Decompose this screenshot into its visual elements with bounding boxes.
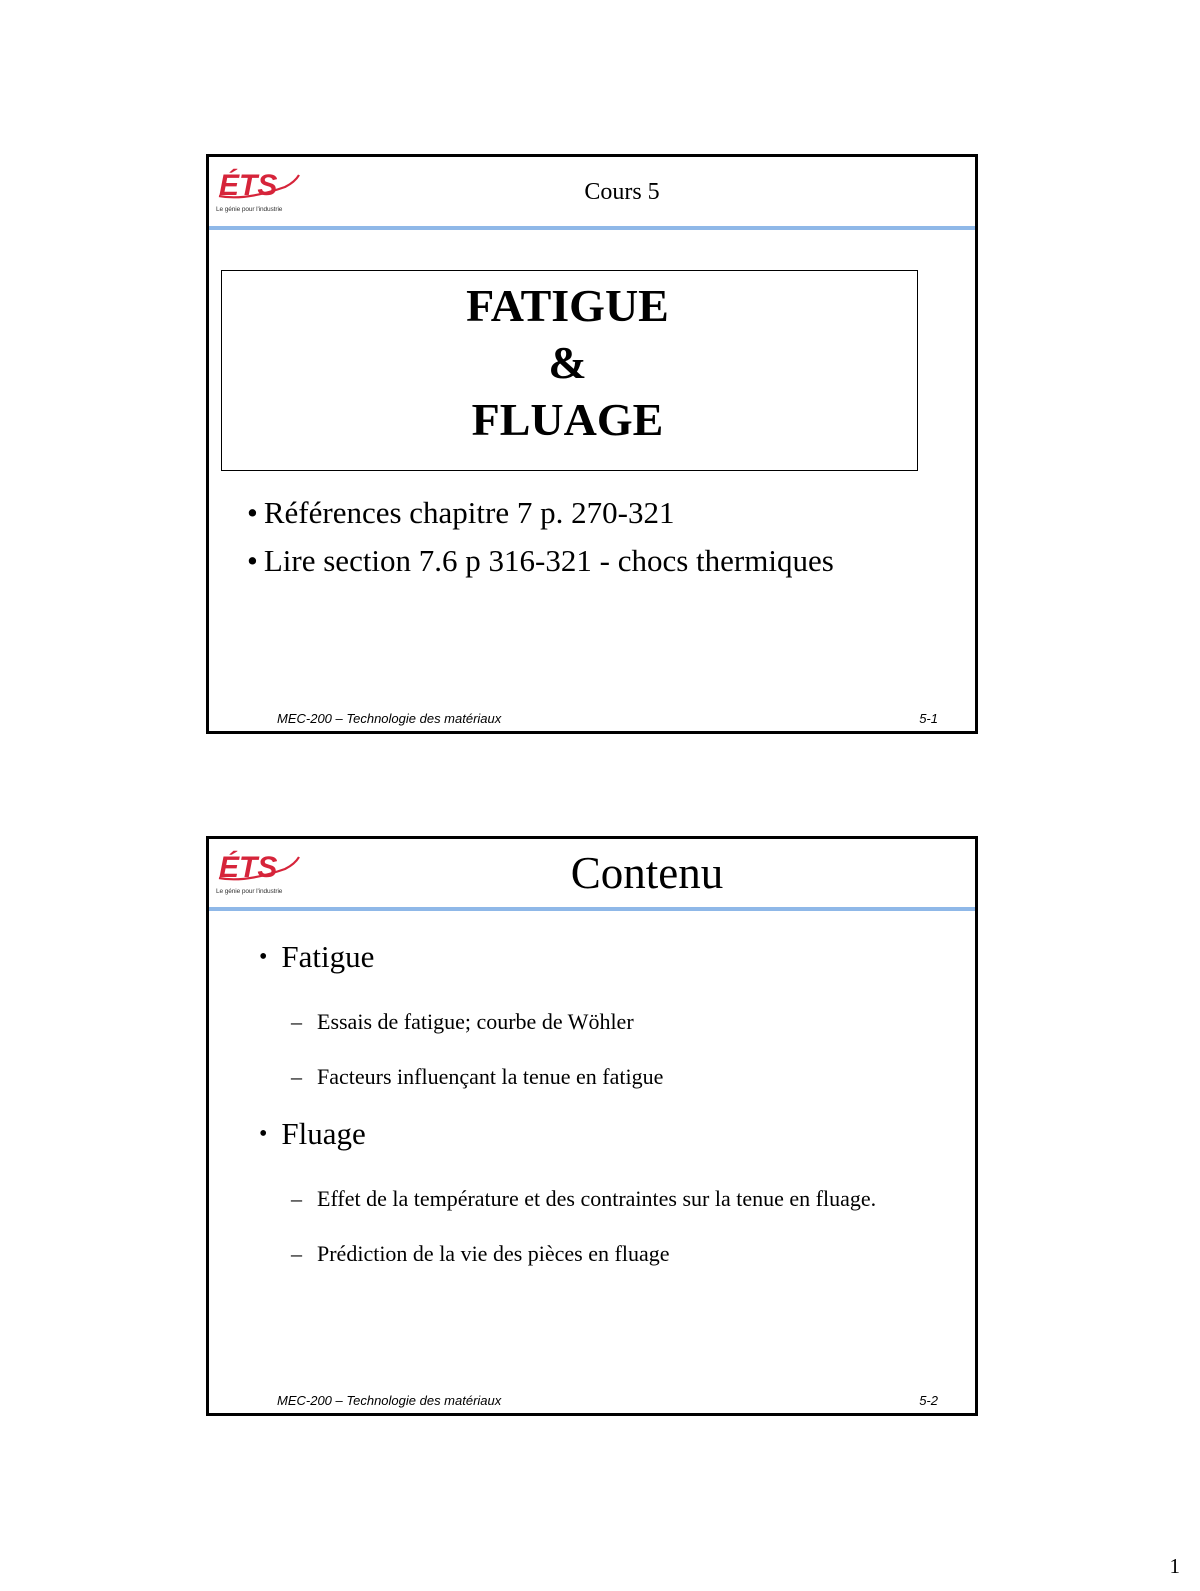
slide-title: Contenu — [570, 848, 724, 898]
list-item — [247, 489, 834, 537]
list-item-text: Essais de fatigue; courbe de Wöhler — [317, 1009, 634, 1034]
list-item-text: Facteurs influençant la tenue en fatigue — [317, 1064, 664, 1089]
title-box — [221, 270, 918, 471]
list-item — [247, 537, 834, 585]
bullet: • — [259, 1121, 268, 1147]
logo-tagline: Le génie pour l'industrie — [216, 206, 283, 213]
list-item — [277, 1053, 935, 1101]
footer-slide-number: 5-2 — [919, 1393, 938, 1408]
content-outline — [259, 937, 935, 1285]
logo-text: ÉTS — [219, 169, 278, 202]
bullet: • — [247, 543, 258, 578]
bullet: • — [247, 495, 258, 530]
header-rule — [209, 907, 975, 911]
list-item — [277, 998, 935, 1046]
logo-text: ÉTS — [219, 851, 278, 884]
list-item-text: Effet de la température et des contraintes sur la tenue en fluage. — [317, 1186, 877, 1211]
list-item-text: Lire section 7.6 p 316-321 - chocs thermiques — [263, 543, 834, 578]
title-line: FLUAGE — [471, 394, 664, 445]
list-item-text: Références chapitre 7 p. 270-321 — [263, 495, 675, 530]
footer-course: MEC-200 – Technologie des matériaux — [277, 711, 502, 726]
section-label: Fluage — [281, 1116, 366, 1151]
slide-2 — [206, 836, 978, 1416]
slide-header: Cours 5 — [584, 179, 660, 205]
list-item — [277, 1175, 935, 1223]
bullet: • — [259, 944, 268, 970]
logo-tagline: Le génie pour l'industrie — [216, 888, 283, 895]
section-heading — [259, 937, 935, 980]
dash: – — [291, 1241, 302, 1266]
reference-list — [247, 489, 834, 585]
page-number: 1 — [1169, 1554, 1180, 1578]
title-line: & — [548, 337, 587, 388]
footer-course: MEC-200 – Technologie des matériaux — [277, 1393, 502, 1408]
footer-slide-number: 5-1 — [919, 711, 938, 726]
dash: – — [291, 1064, 302, 1089]
list-item — [277, 1230, 935, 1278]
section-heading — [259, 1114, 935, 1157]
section-label: Fatigue — [281, 939, 375, 974]
title-line: FATIGUE — [466, 280, 669, 331]
slide-1 — [206, 154, 978, 734]
dash: – — [291, 1009, 302, 1034]
header-rule — [209, 226, 975, 230]
list-item-text: Prédiction de la vie des pièces en fluage — [317, 1241, 670, 1266]
dash: – — [291, 1186, 302, 1211]
